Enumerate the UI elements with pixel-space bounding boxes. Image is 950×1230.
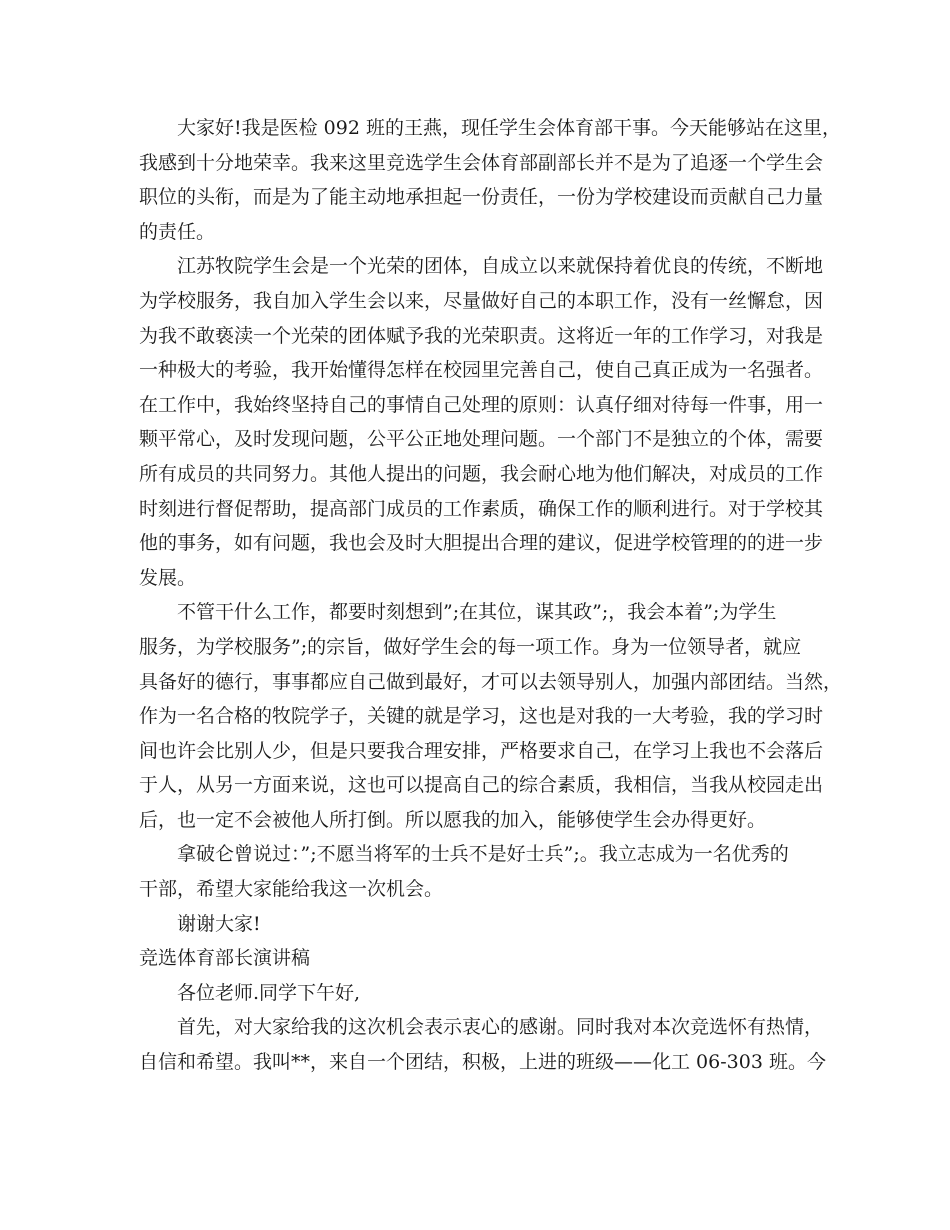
text-line: 我感到十分地荣幸。我来这里竞选学生会体育部副部长并不是为了追逐一个学生会 — [139, 151, 824, 174]
text-line: 江苏牧院学生会是一个光荣的团体，自成立以来就保持着优良的传统，不断地 — [177, 255, 824, 278]
text-line: 间也许会比别人少，但是只要我合理安排，严格要求自己，在学习上我也不会落后 — [139, 739, 824, 762]
text-line: 首先，对大家给我的这次机会表示衷心的感谢。同时我对本次竞选怀有热情， — [177, 1016, 824, 1039]
text-line: 在工作中，我始终坚持自己的事情自己处理的原则：认真仔细对待每一件事，用一 — [139, 393, 824, 416]
text-line: 所有成员的共同努力。其他人提出的问题，我会耐心地为他们解决，对成员的工作 — [139, 462, 824, 485]
text-line: 为学校服务，我自加入学生会以来，尽量做好自己的本职工作，没有一丝懈怠，因 — [139, 289, 824, 312]
text-line: 各位老师.同学下午好, — [177, 981, 361, 1004]
text-line: 具备好的德行，事事都应自己做到最好，才可以去领导别人，加强内部团结。当然， — [139, 670, 843, 693]
text-line: 干部，希望大家能给我这一次机会。 — [139, 878, 444, 901]
text-line: 为我不敢亵渎一个光荣的团体赋予我的光荣职责。这将近一年的工作学习，对我是 — [139, 324, 824, 347]
text-line: 时刻进行督促帮助，提高部门成员的工作素质，确保工作的顺利进行。对于学校其 — [139, 497, 824, 520]
text-line: 发展。 — [139, 566, 197, 589]
text-line: 服务，为学校服务”;的宗旨，做好学生会的每一项工作。身为一位领导者，就应 — [139, 635, 802, 658]
text-line: 作为一名合格的牧院学子，关键的就是学习，这也是对我的一大考验，我的学习时 — [139, 705, 824, 728]
text-line: 自信和希望。我叫**，来自一个团结，积极，上进的班级——化工 06-303 班。今 — [139, 1051, 826, 1074]
text-line: 颗平常心，及时发现问题，公平公正地处理问题。一个部门不是独立的个体，需要 — [139, 428, 824, 451]
text-line: 竞选体育部长演讲稿 — [139, 947, 311, 970]
text-line: 谢谢大家! — [177, 912, 261, 935]
text-line: 职位的头衔，而是为了能主动地承担起一份责任，一份为学校建设而贡献自己力量 — [139, 186, 824, 209]
document-body — [139, 111, 843, 1080]
text-line: 不管干什么工作，都要时刻想到”;在其位，谋其政”;，我会本着”;为学生 — [177, 601, 777, 624]
text-line: 他的事务，如有问题，我也会及时大胆提出合理的建议，促进学校管理的的进一步 — [139, 532, 824, 555]
text-line: 大家好!我是医检 092 班的王燕，现任学生会体育部干事。今天能够站在这里， — [177, 117, 841, 139]
text-line: 后，也一定不会被他人所打倒。所以愿我的加入，能够使学生会办得更好。 — [139, 808, 767, 831]
text-line: 一种极大的考验，我开始懂得怎样在校园里完善自己，使自己真正成为一名强者。 — [139, 359, 824, 382]
text-line: 于人，从另一方面来说，这也可以提高自己的综合素质，我相信，当我从校园走出 — [139, 774, 824, 797]
text-line: 的责任。 — [139, 220, 216, 243]
text-line: 拿破仑曾说过：”;不愿当将军的士兵不是好士兵”;。我立志成为一名优秀的 — [177, 843, 789, 866]
